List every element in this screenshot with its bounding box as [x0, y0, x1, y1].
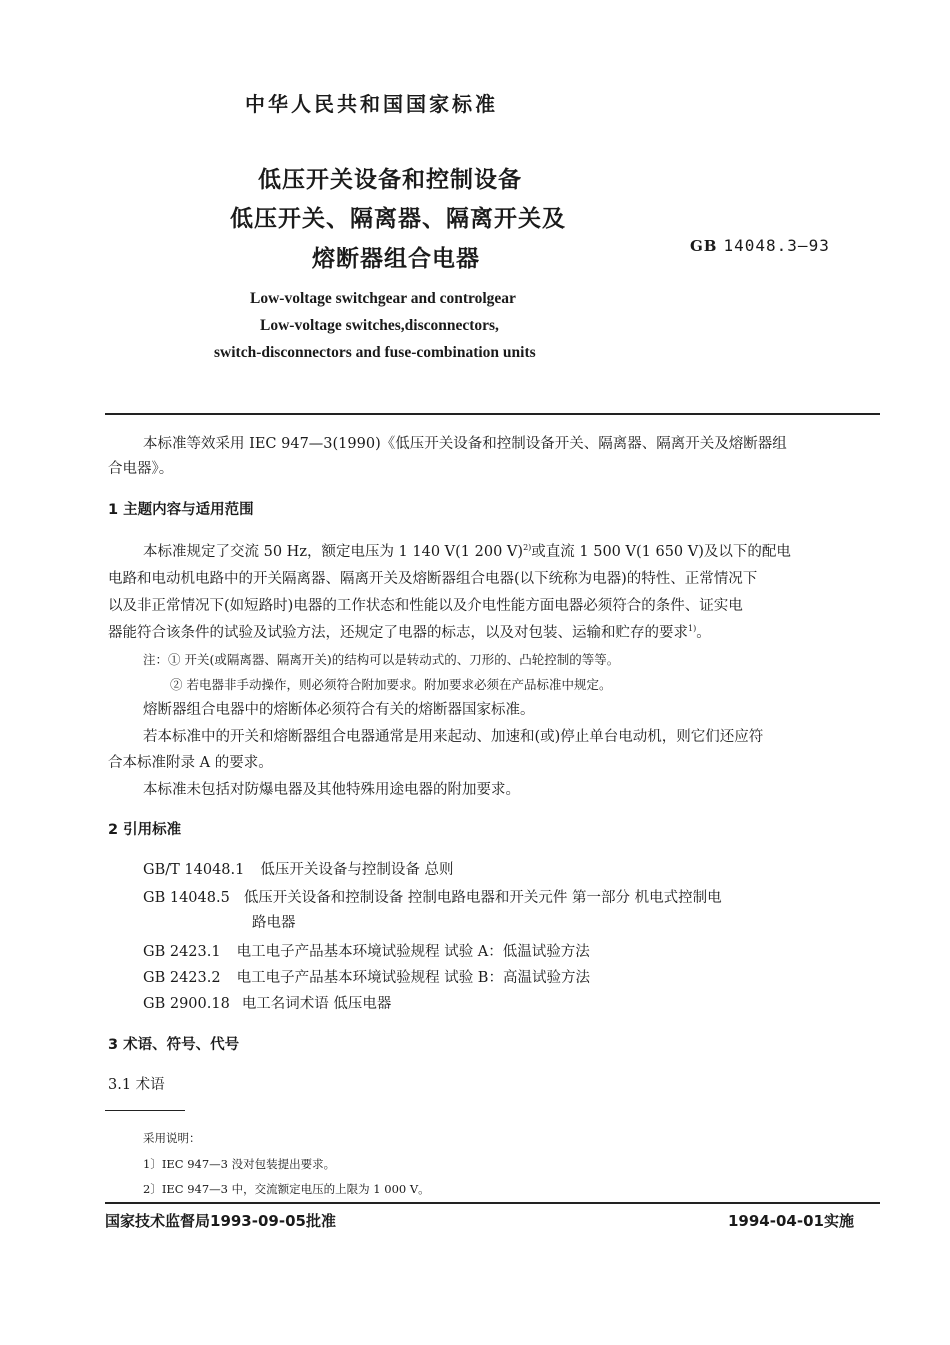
section-1-heading: 1 主题内容与适用范围 [108, 502, 254, 518]
section-1-para-4: 本标准未包括对防爆电器及其他特殊用途电器的附加要求。 [143, 782, 520, 798]
section-1-para-1-line-2: 电路和电动机电路中的开关隔离器、隔离开关及熔断器组合电器(以下统称为电器)的特性、正常情况下 [108, 571, 758, 587]
footnote-title: 采用说明： [143, 1131, 201, 1145]
para-1-text-a: 本标准规定了交流 50 Hz，额定电压为 1 140 V(1 200 V) [143, 544, 524, 560]
section-1-para-1-line-4 [108, 621, 711, 642]
footnote-ref-1: 1) [688, 624, 697, 633]
title-en-line-2: Low-voltage switches,disconnectors, [260, 317, 499, 334]
title-en-line-3: switch-disconnectors and fuse-combination units [214, 344, 536, 361]
gb-prefix: GB [690, 237, 718, 255]
footnote-divider [105, 1110, 185, 1111]
reference-item [143, 992, 391, 1013]
reference-code: GB 2423.1 [143, 944, 221, 960]
approval-date: 国家技术监督局1993-09-05批准 [105, 1212, 336, 1230]
reference-code: GB/T 14048.1 [143, 862, 245, 878]
reference-item [143, 940, 590, 961]
reference-code: GB 14048.5 [143, 890, 230, 906]
intro-line-2: 合电器》。 [108, 461, 174, 477]
reference-title: 低压开关设备和控制设备 控制电路电器和开关元件 第一部分 机电式控制电 [243, 890, 722, 906]
section-1-para-3-line-1: 若本标准中的开关和熔断器组合电器通常是用来起动、加速和(或)停止单台电动机，则它们还应符 [143, 729, 764, 745]
intro-line-1: 本标准等效采用 IEC 947—3(1990)《低压开关设备和控制设备开关、隔离器、隔离开关及熔断器组 [143, 436, 787, 452]
reference-item [143, 886, 722, 907]
note-1: 注：① 开关(或隔离器、隔离开关)的结构可以是转动式的、刀形的、凸轮控制的等等。 [143, 652, 620, 667]
title-cn-line-3: 熔断器组合电器 [312, 246, 480, 272]
implementation-date: 1994-04-01实施 [728, 1212, 854, 1230]
reference-title: 电工电子产品基本环境试验规程 试验 B：高温试验方法 [236, 970, 590, 986]
standard-number [690, 236, 830, 255]
section-1-para-1-line-1 [143, 540, 791, 561]
note-2: ② 若电器非手动操作，则必须符合附加要求。附加要求必须在产品标准中规定。 [170, 677, 612, 692]
gb-number: 14048.3—93 [723, 236, 830, 255]
footnote-1: 1〕IEC 947—3 没对包装提出要求。 [143, 1157, 336, 1171]
bottom-divider [105, 1202, 880, 1204]
para-1-text-b: 或直流 1 500 V(1 650 V)及以下的配电 [531, 544, 791, 560]
reference-code: GB 2900.18 [143, 996, 230, 1012]
reference-title: 电工名词术语 低压电器 [241, 996, 392, 1012]
reference-item [143, 966, 590, 987]
reference-title: 低压开关设备与控制设备 总则 [260, 862, 454, 878]
section-1-para-2: 熔断器组合电器中的熔断体必须符合有关的熔断器国家标准。 [143, 702, 535, 718]
national-standard-header: 中华人民共和国国家标准 [245, 92, 498, 116]
section-1-para-3-line-2: 合本标准附录 A 的要求。 [108, 755, 273, 771]
reference-title: 电工电子产品基本环境试验规程 试验 A：低温试验方法 [236, 944, 590, 960]
title-cn-line-2: 低压开关、隔离器、隔离开关及 [230, 206, 566, 232]
title-cn-line-1: 低压开关设备和控制设备 [258, 167, 522, 193]
footnote-2: 2〕IEC 947—3 中，交流额定电压的上限为 1 000 V。 [143, 1182, 430, 1196]
section-1-para-1-line-3: 以及非正常情况下(如短路时)电器的工作状态和性能以及介电性能方面电器必须符合的条件、证实电 [108, 598, 743, 614]
reference-item [143, 858, 453, 879]
title-divider [105, 413, 880, 415]
reference-code: GB 2423.2 [143, 970, 221, 986]
section-2-heading: 2 引用标准 [108, 822, 182, 838]
reference-title-continued: 路电器 [252, 915, 296, 931]
para-1-text-c: 器能符合该条件的试验及试验方法，还规定了电器的标志，以及对包装、运输和贮存的要求 [108, 625, 688, 641]
para-1-end: 。 [696, 625, 711, 641]
footnote-ref-2: 2) [523, 543, 532, 552]
section-3-heading: 3 术语、符号、代号 [108, 1037, 240, 1053]
title-en-line-1: Low-voltage switchgear and controlgear [250, 290, 516, 307]
section-3-1-heading: 3.1 术语 [108, 1077, 165, 1093]
